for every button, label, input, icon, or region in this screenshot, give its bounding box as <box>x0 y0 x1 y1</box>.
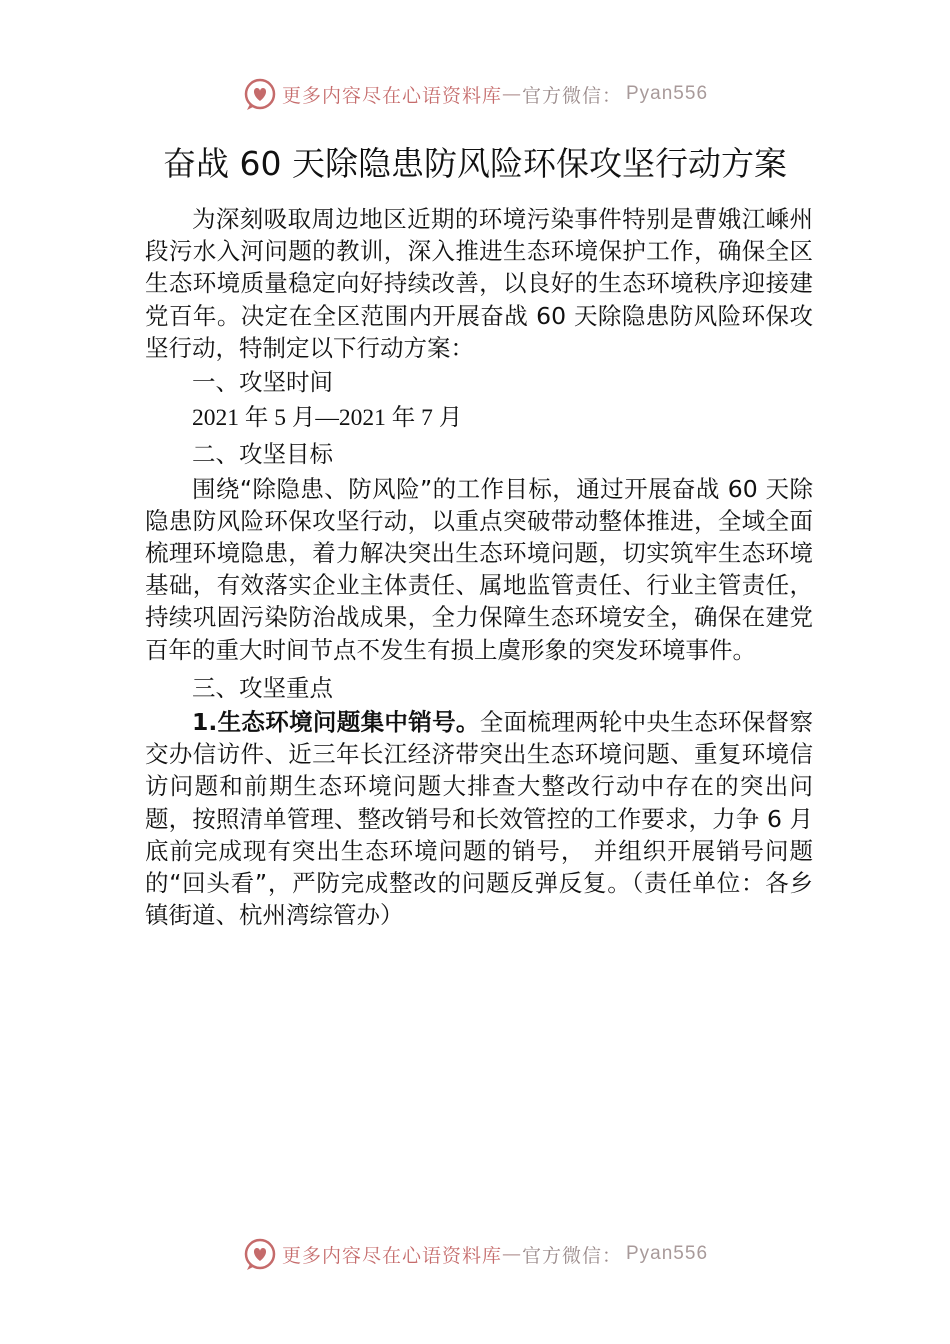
watermark-wechat-id: Pyan556 <box>626 1243 709 1264</box>
section-heading-time: 一、攻坚时间 <box>192 368 333 397</box>
speech-bubble-heart-icon <box>242 76 278 112</box>
header-watermark <box>0 74 950 114</box>
section-heading-focus: 三、攻坚重点 <box>192 673 333 702</box>
watermark-separator: — <box>501 1243 522 1265</box>
footer-watermark <box>0 1234 950 1274</box>
focus-item-1-lead: 1.生态环境问题集中销号。 <box>192 708 480 737</box>
goal-paragraph: 围绕“除隐患、防风险”的工作目标，通过开展奋战 60 天除隐患防风险环保攻坚行动，以重点突破带动整体推进，全域全面梳理环境隐患，着力解决突出生态环境问题，切实筑牢生态环境基础，有效落实企业主体责任、属地监管责任、行业主管责任，持续巩固污染防治战成果，全力保障生态环境安全，确保在建党百年的重大时间节点不发生有损上虞形象的突发环境事件。 <box>145 474 813 664</box>
focus-item-1 <box>145 706 813 931</box>
watermark-brand-text: 更多内容尽在心语资料库 <box>281 1244 502 1267</box>
watermark-wechat-id: Pyan556 <box>626 83 709 104</box>
watermark-wechat-label: 官方微信： <box>521 84 622 107</box>
page-title: 奋战 60 天除隐患防风险环保攻坚行动方案 <box>163 144 787 183</box>
section-time-content: 2021 年 5 月—2021 年 7 月 <box>192 405 463 432</box>
section-heading-goal: 二、攻坚目标 <box>192 440 333 469</box>
intro-paragraph: 为深刻吸取周边地区近期的环境污染事件特别是曹娥江嵊州段污水入河问题的教训，深入推进生态环境保护工作，确保全区生态环境质量稳定向好持续改善，以良好的生态环境秩序迎接建党百年。决定在全区范围内开展奋战 60 天除隐患防风险环保攻坚行动，特制定以下行动方案： <box>145 205 813 362</box>
speech-bubble-heart-icon <box>242 1236 278 1272</box>
focus-item-1-content: 全面梳理两轮中央生态环保督察交办信访件、近三年长江经济带突出生态环境问题、重复环境信访问题和前期生态环境问题大排查大整改行动中存在的突出问题，按照清单管理、整改销号和长效管控的工作要求，力争 6 月底前完成现有突出生态环境问题的销号， 并组织开展销号问题的“回头看”，严防完成整改的问题反弹反复。（责任单位：各乡镇街道、杭州湾综管办） <box>145 708 814 930</box>
watermark-wechat-label: 官方微信： <box>521 1244 622 1267</box>
document-body <box>145 203 813 931</box>
watermark-separator: — <box>501 83 522 105</box>
watermark-brand-text: 更多内容尽在心语资料库 <box>281 84 502 107</box>
